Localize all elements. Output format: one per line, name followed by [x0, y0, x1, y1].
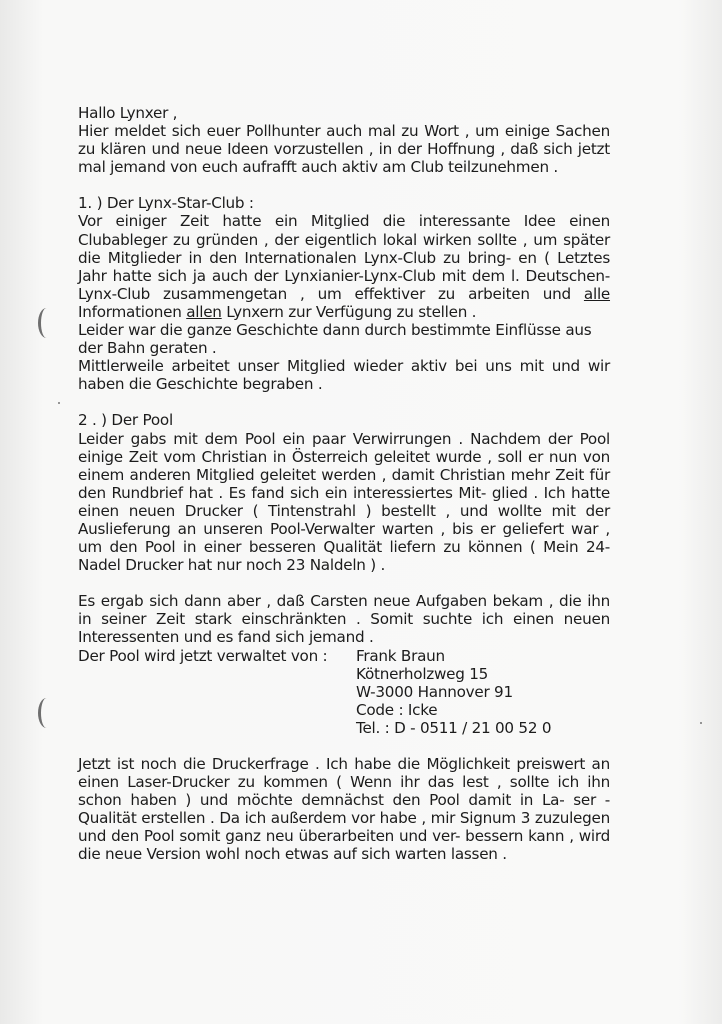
- punch-hole-lower: [38, 698, 55, 728]
- greeting: Hallo Lynxer ,: [78, 104, 178, 122]
- punch-hole-upper: [38, 308, 55, 338]
- dust-speck: [700, 722, 702, 724]
- address-name: Frank Braun: [356, 646, 445, 665]
- section2-paragraph-a: Leider gabs mit dem Pool ein paar Verwirrungen . Nachdem der Pool einige Zeit vom Christian in Österreich geleitet wurde , soll er nun von einem anderen Mitglied geleitet werden , damit Christian mehr Zeit für den Rundbrief hat . Es fand sich ein interessiertes Mit- glied . Ich hatte einen neuen Drucker ( Tintenstrahl ) bestellt , und wollte mit der Auslieferung an unseren Pool-Verwalter warten , bis er geliefert war , um den Pool in einer besseren Qualität liefern zu können ( Mein 24-Nadel Drucker hat nur noch 23 Naldeln ) .: [78, 429, 610, 575]
- address-code: Code : Icke: [356, 700, 438, 719]
- address-city: W-3000 Hannover 91: [356, 682, 513, 701]
- address-label: Der Pool wird jetzt verwaltet von :: [78, 646, 328, 665]
- address-lines: [356, 647, 610, 737]
- section1-paragraph-b: Leider war die ganze Geschichte dann durch bestimmte Einflüsse aus der Bahn geraten .: [78, 321, 592, 358]
- address-phone: Tel. : D - 0511 / 21 00 52 0: [356, 718, 552, 737]
- section1-paragraph-c: Mittlerweile arbeitet unser Mitglied wieder aktiv bei uns mit und wir haben die Geschichte begraben .: [78, 357, 610, 394]
- dust-speck: [58, 402, 60, 404]
- intro-paragraph: Hier meldet sich euer Pollhunter auch mal zu Wort , um einige Sachen zu klären und neue Ideen vorzustellen , in der Hoffnung , daß sich jetzt mal jemand von euch aufrafft auch aktiv am Club teilzunehmen .: [78, 122, 610, 177]
- letter-body: [78, 104, 610, 864]
- underlined-word: alle: [583, 284, 611, 303]
- section1-paragraph: Vor einiger Zeit hatte ein Mitglied die interessante Idee einen Clubableger zu gründen , der eigentlich lokal wirken sollte , um später die Mitglieder in den Internationalen Lynx-Club zu bring- en ( Letztes Jahr hatte sich ja auch der Lynxianier-Lynx-Club mit dem l. Deutschen-Lynx-Club zusammengetan , um effektiver zu arbeiten und alle Informationen allen Lynxern zur Verfügung zu stellen .: [78, 212, 611, 321]
- pool-address-block: [78, 647, 610, 737]
- address-street: Kötnerholzweg 15: [356, 664, 489, 683]
- underlined-word: allen: [186, 302, 222, 321]
- section2-paragraph-b: Es ergab sich dann aber , daß Carsten neue Aufgaben bekam , die ihn in seiner Zeit stark einschränkten . Somit suchte ich einen neuen Interessenten und es fand sich jemand .: [78, 592, 610, 647]
- section1-heading: 1. ) Der Lynx-Star-Club :: [78, 194, 254, 213]
- section2-heading: 2 . ) Der Pool: [78, 411, 173, 430]
- section2-paragraph-c: Jetzt ist noch die Druckerfrage . Ich habe die Möglichkeit preiswert an einen Laser-Drucker zu kommen ( Wenn ihr das lest , sollte ich ihn schon haben ) und möchte demnächst den Pool damit in La- ser - Qualität erstellen . Da ich außerdem vor habe , mir Signum 3 zuzulegen und den Pool somit ganz neu überarbeiten und ver- bessern kann , wird die neue Version wohl noch etwas auf sich warten lassen .: [78, 755, 610, 864]
